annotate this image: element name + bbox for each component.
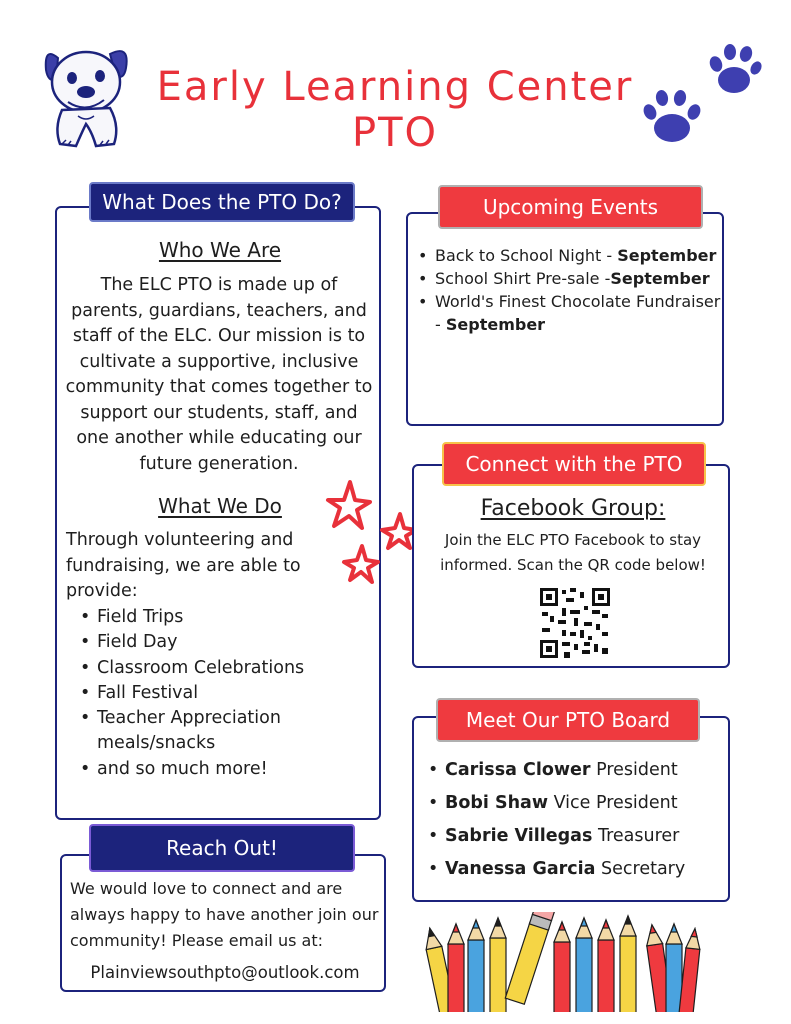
what-pto-does-tag: What Does the PTO Do? xyxy=(89,182,355,222)
board-card xyxy=(412,716,730,902)
list-item: • Sabrie Villegas Treasurer xyxy=(445,820,729,853)
list-item: • Classroom Celebrations xyxy=(97,656,347,681)
who-we-are-text: The ELC PTO is made up of parents, guardians, teachers, and staff of the ELC. Our mission is to cultivate a supportive, inclusive community that comes together to support our students, staff, and one another while educating our future generation. xyxy=(65,275,373,474)
reach-out-tag: Reach Out! xyxy=(89,824,355,872)
list-item: • Field Trips xyxy=(97,605,347,630)
pencils-icon xyxy=(414,912,714,1012)
bulldog-mascot-icon xyxy=(38,40,138,152)
board-tag: Meet Our PTO Board xyxy=(436,698,700,742)
list-item: • Vanessa Garcia Secretary xyxy=(445,853,729,886)
qr-code-icon xyxy=(540,588,610,658)
list-item: • School Shirt Pre-sale -September xyxy=(435,267,725,290)
events-list xyxy=(435,244,725,336)
list-item: • Fall Festival xyxy=(97,681,347,706)
paw-prints-icon xyxy=(636,40,766,152)
reach-out-text: We would love to connect and are always happy to have another join our community! Please email us at: xyxy=(70,879,379,950)
list-item: • Field Day xyxy=(97,630,347,655)
list-item: • World's Finest Chocolate Fundraiser - September xyxy=(435,290,725,336)
provide-list xyxy=(97,605,347,782)
upcoming-events-tag: Upcoming Events xyxy=(438,185,703,229)
connect-tag: Connect with the PTO xyxy=(442,442,706,486)
list-item: • Back to School Night - September xyxy=(435,244,725,267)
list-item: • Bobi Shaw Vice President xyxy=(445,787,729,820)
reach-out-card xyxy=(60,854,386,992)
board-list xyxy=(445,754,729,886)
list-item: • and so much more! xyxy=(97,757,347,782)
list-item: • Carissa Clower President xyxy=(445,754,729,787)
connect-card xyxy=(412,464,730,668)
who-we-are-heading: Who We Are xyxy=(158,238,282,262)
facebook-group-text: Join the ELC PTO Facebook to stay informed. Scan the QR code below! xyxy=(440,531,706,574)
facebook-group-heading: Facebook Group: xyxy=(480,496,666,521)
list-item: • Teacher Appreciation meals/snacks xyxy=(97,706,347,757)
what-we-do-intro: Through volunteering and fundraising, we are able to provide: xyxy=(66,530,301,601)
page-title: Early Learning Center xyxy=(156,64,634,110)
red-stars-icon xyxy=(322,478,422,592)
email-link[interactable]: Plainviewsouthpto@outlook.com xyxy=(90,963,360,982)
what-we-do-heading: What We Do xyxy=(158,494,282,518)
page-subtitle: PTO xyxy=(351,110,439,156)
upcoming-events-card xyxy=(406,212,724,426)
